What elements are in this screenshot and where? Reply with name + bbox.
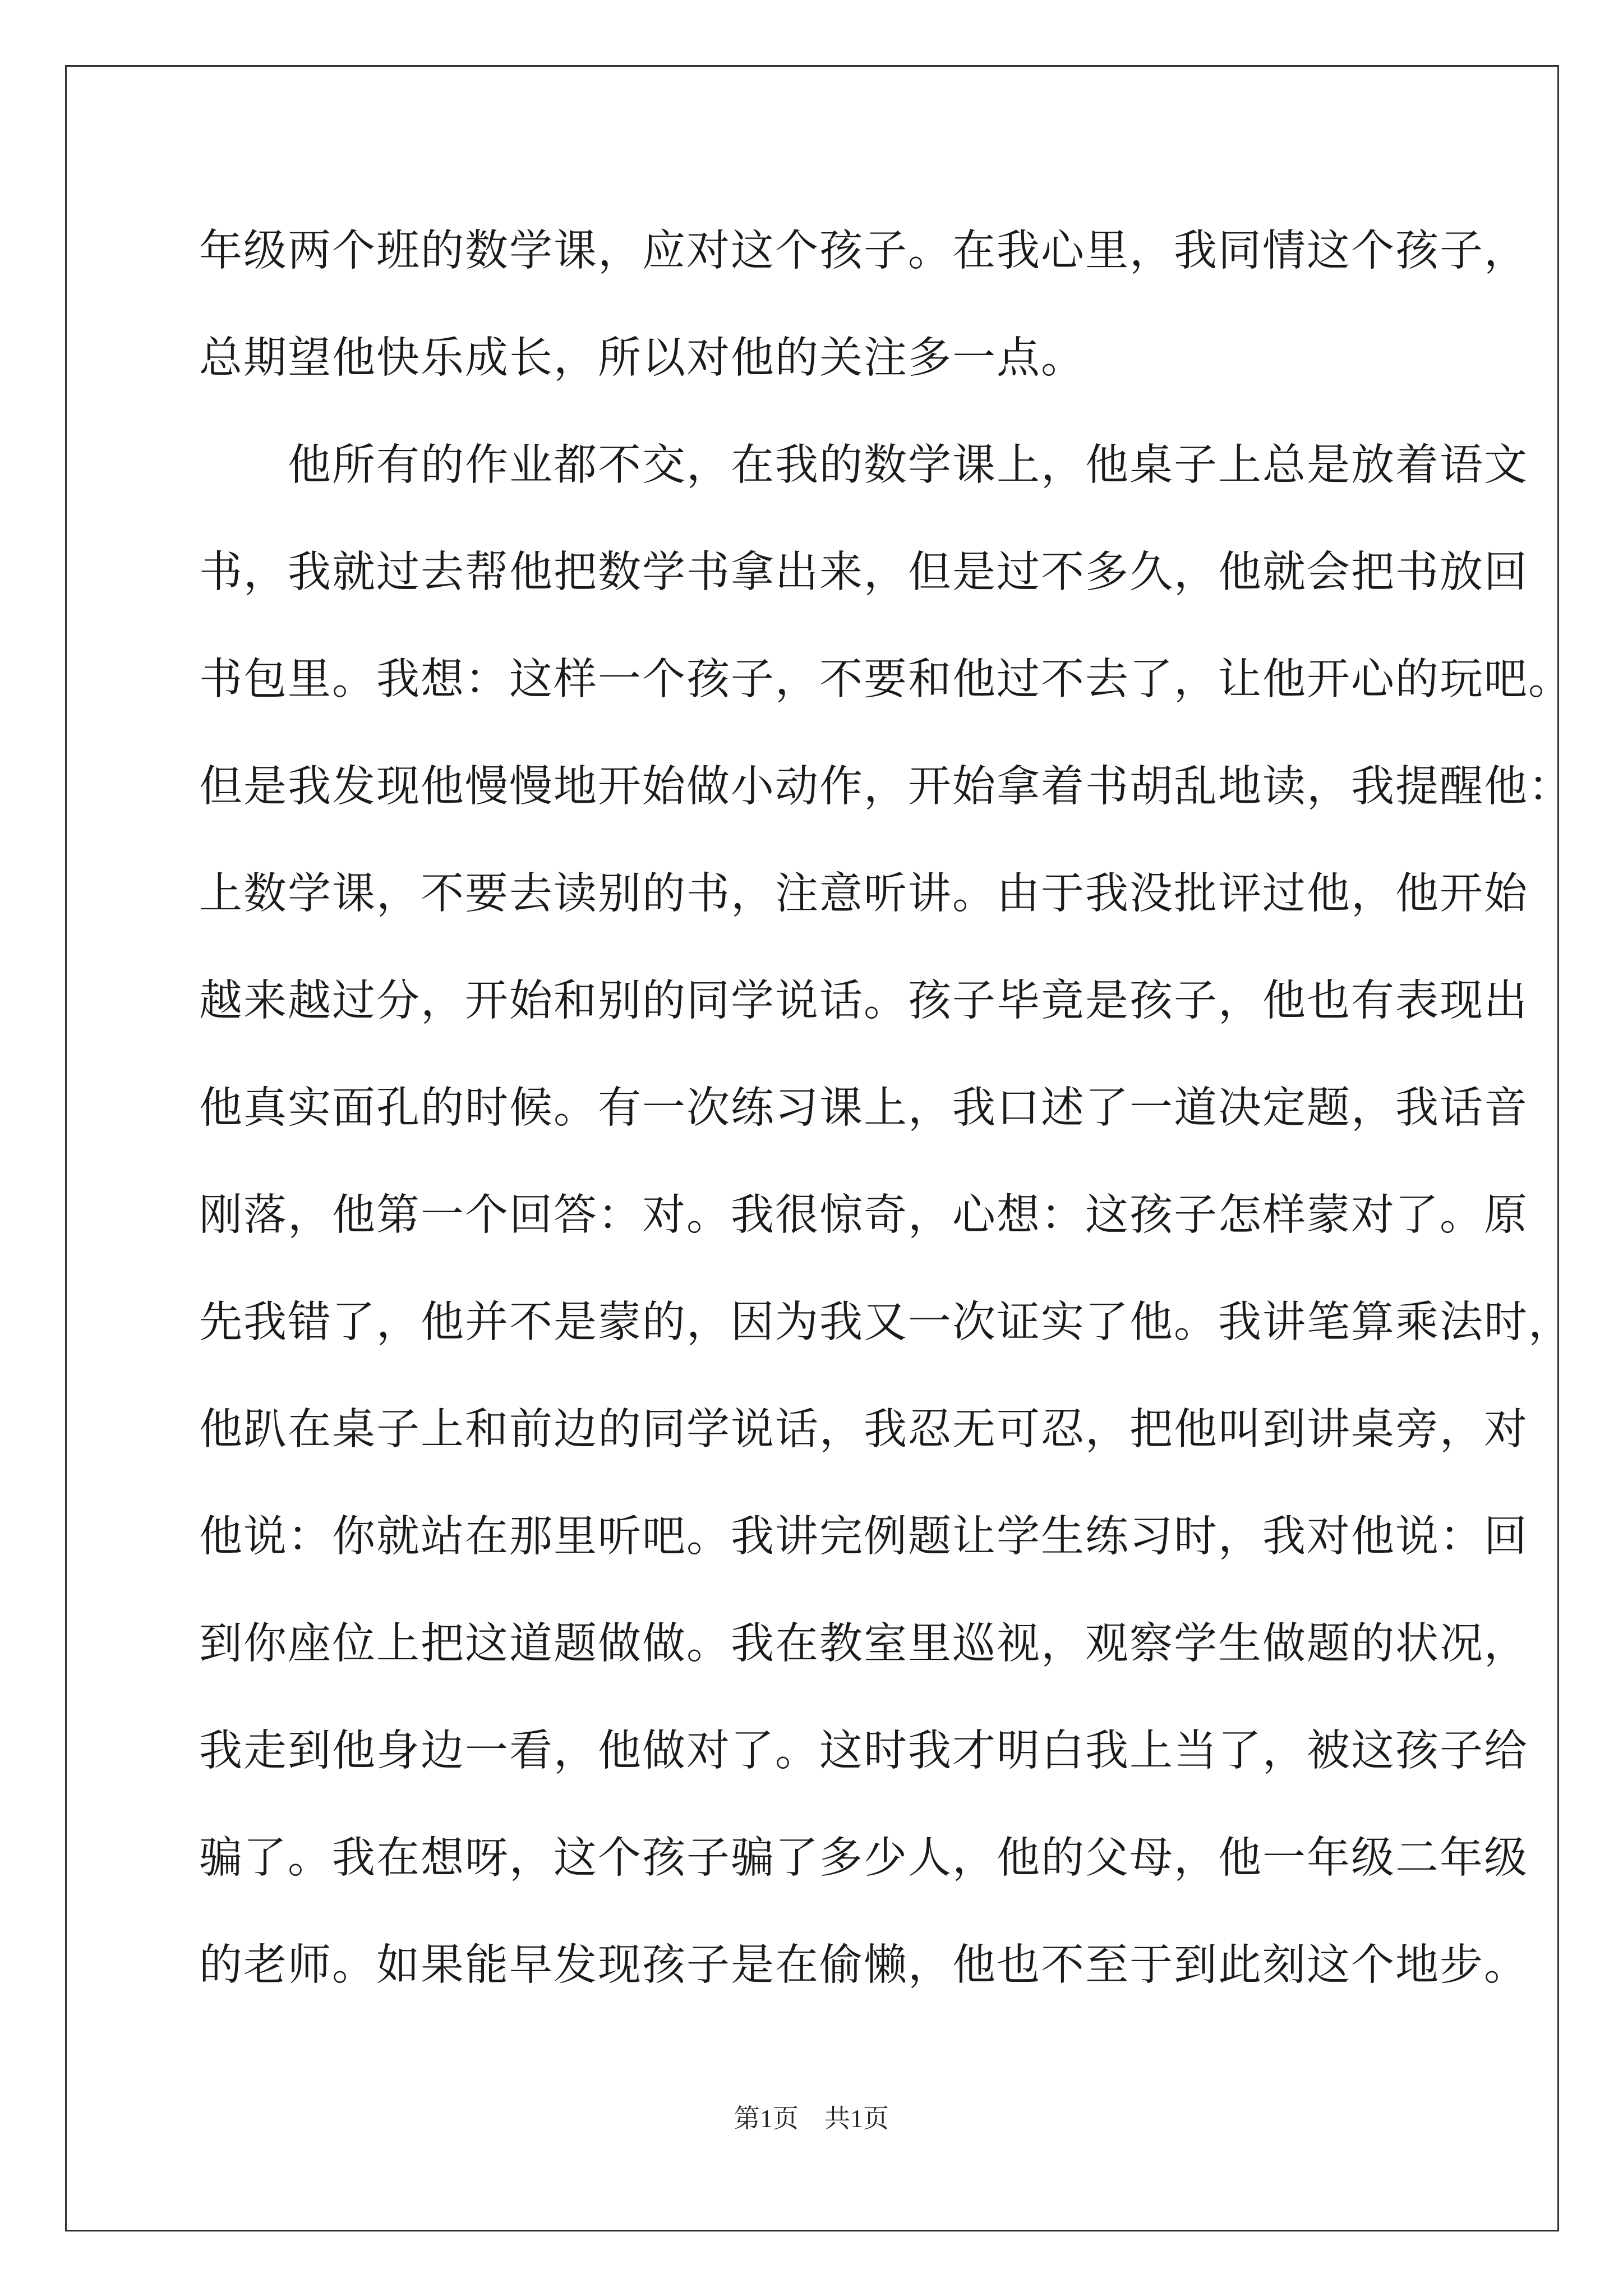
text-line-12: 他趴在桌子上和前边的同学说话，我忍无可忍，把他叫到讲桌旁，对 bbox=[199, 1405, 1528, 1455]
document-body bbox=[199, 197, 1573, 2019]
text-line-10: 刚落，他第一个回答：对。我很惊奇，心想：这孩子怎样蒙对了。原 bbox=[199, 1190, 1528, 1240]
text-line-9: 他真实面孔的时候。有一次练习课上，我口述了一道决定题，我话音 bbox=[199, 1083, 1528, 1133]
text-line-17: 的老师。如果能早发现孩子是在偷懒，他也不至于到此刻这个地步。 bbox=[199, 1940, 1528, 1990]
text-line-16: 骗了。我在想呀，这个孩子骗了多少人，他的父母，他一年级二年级 bbox=[199, 1833, 1528, 1883]
text-line-13: 他说：你就站在那里听吧。我讲完例题让学生练习时，我对他说：回 bbox=[199, 1512, 1528, 1562]
paragraph-start-line: 他所有的作业都不交，在我的数学课上，他桌子上总是放着语文 bbox=[199, 440, 1528, 490]
text-line-15: 我走到他身边一看，他做对了。这时我才明白我上当了，被这孩子给 bbox=[199, 1726, 1528, 1776]
text-line-7: 上数学课，不要去读别的书，注意听讲。由于我没批评过他，他开始 bbox=[199, 869, 1528, 919]
text-line-11: 先我错了，他并不是蒙的，因为我又一次证实了他。我讲笔算乘法时， bbox=[199, 1297, 1573, 1347]
text-line-14: 到你座位上把这道题做做。我在教室里巡视，观察学生做题的状况， bbox=[199, 1619, 1528, 1669]
text-line-5: 书包里。我想：这样一个孩子，不要和他过不去了，让他开心的玩吧。 bbox=[199, 655, 1573, 705]
text-line-1: 年级两个班的数学课，应对这个孩子。在我心里，我同情这个孩子， bbox=[199, 226, 1528, 276]
text-line-2: 总期望他快乐成长，所以对他的关注多一点。 bbox=[199, 333, 1085, 383]
text-line-4: 书，我就过去帮他把数学书拿出来，但是过不多久，他就会把书放回 bbox=[199, 547, 1528, 597]
text-line-8: 越来越过分，开始和别的同学说话。孩子毕竟是孩子，他也有表现出 bbox=[199, 976, 1528, 1026]
page-number-footer: 第1页 共1页 bbox=[734, 2104, 889, 2133]
text-line-6: 但是我发现他慢慢地开始做小动作，开始拿着书胡乱地读，我提醒他： bbox=[199, 762, 1573, 812]
